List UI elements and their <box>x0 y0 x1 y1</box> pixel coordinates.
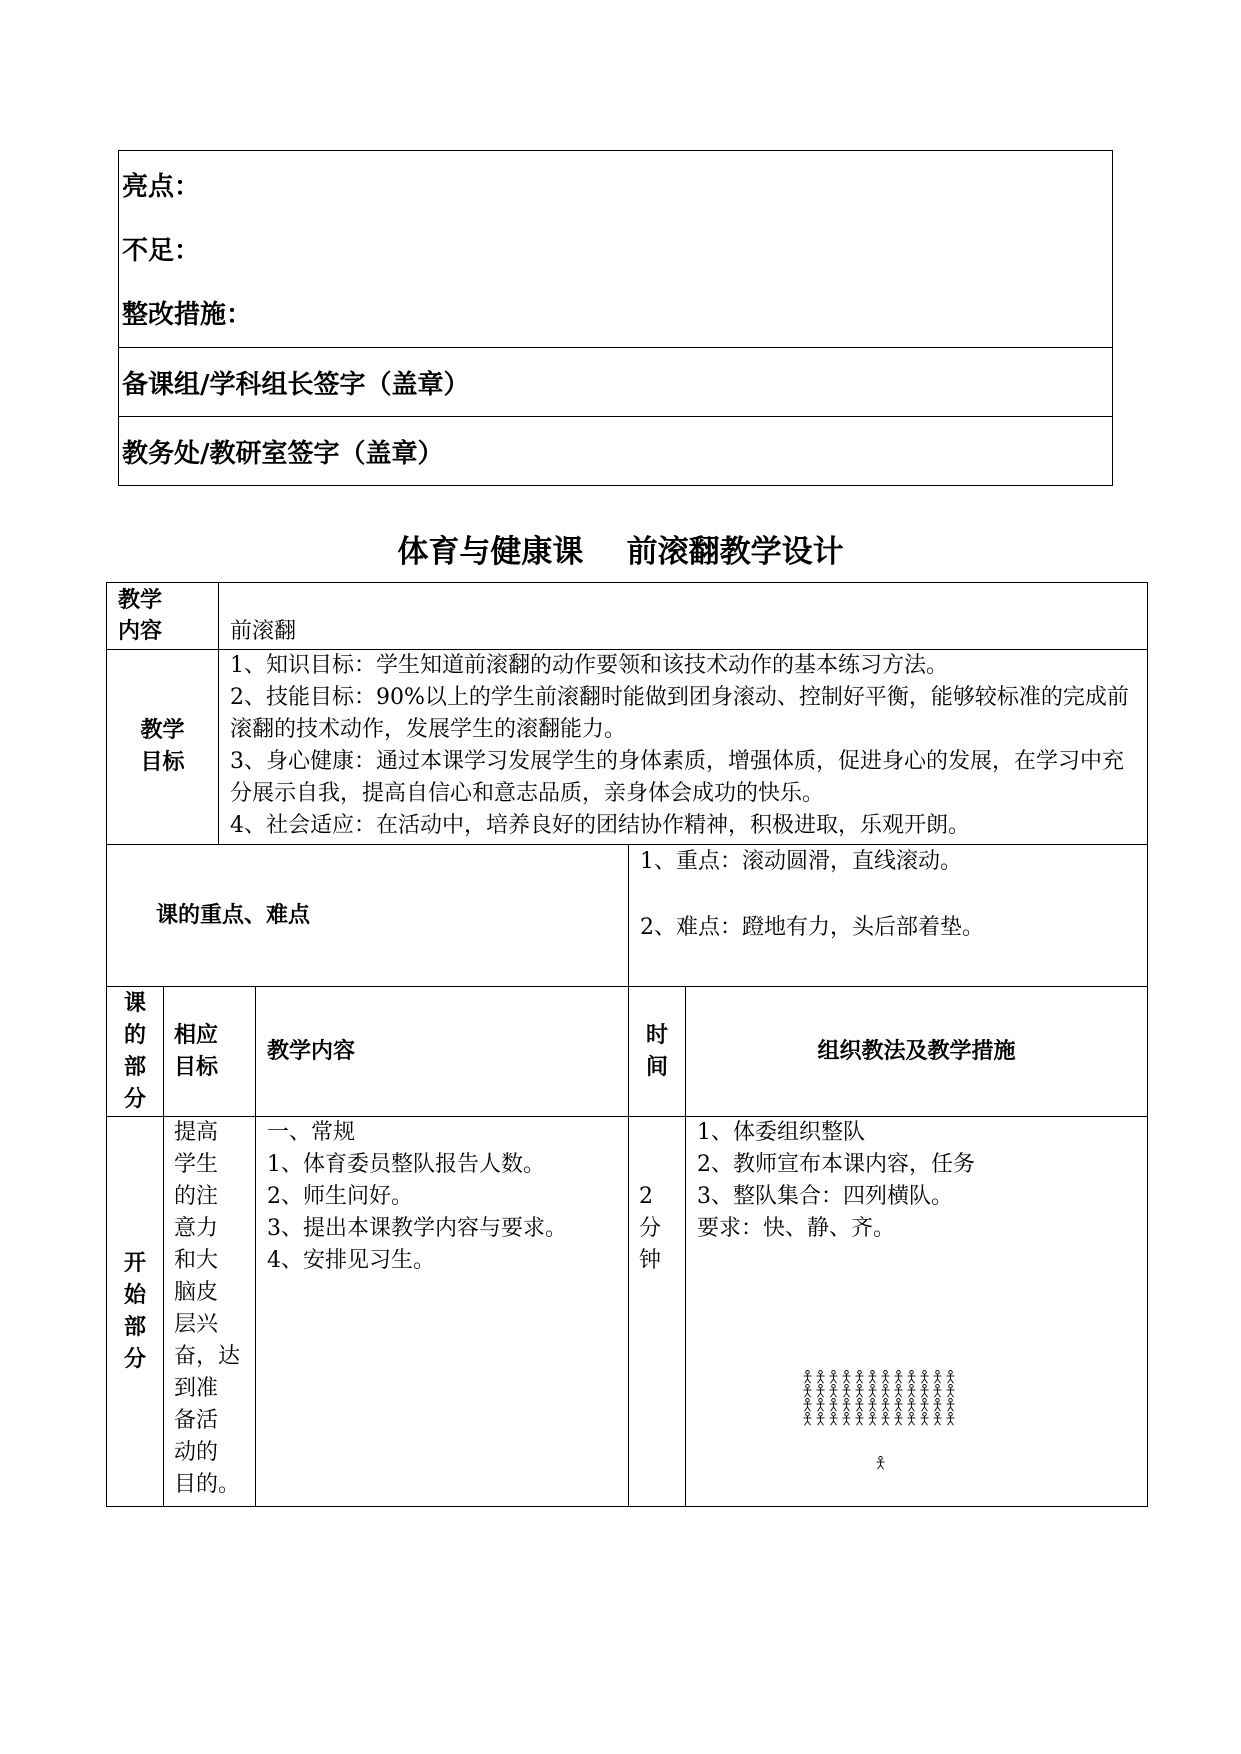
target-line: 学生 <box>174 1152 219 1177</box>
header-part-char: 课 <box>123 990 146 1016</box>
row-part-char: 始 <box>123 1282 146 1308</box>
row-target <box>164 1117 256 1507</box>
content-item: 4、安排见习生。 <box>267 1248 436 1273</box>
difficulty-point: 2、难点：蹬地有力，头后部着垫。 <box>640 915 985 940</box>
target-line: 到准 <box>174 1376 219 1401</box>
student-figure-icon <box>879 1404 892 1418</box>
student-figure-icon <box>905 1362 918 1376</box>
row-time <box>629 1117 686 1507</box>
goals-label <box>107 650 219 845</box>
header-time-char: 间 <box>646 1054 669 1080</box>
table-row <box>107 1117 1148 1507</box>
content-label <box>107 583 219 650</box>
student-figure-icon <box>879 1362 892 1376</box>
method-item: 1、体委组织整队 <box>697 1120 866 1145</box>
row-content <box>256 1117 629 1507</box>
content-item: 一、常规 <box>267 1120 356 1145</box>
student-figure-icon <box>944 1362 957 1376</box>
student-figure-icon <box>905 1376 918 1390</box>
student-figure-icon <box>853 1390 866 1404</box>
rectification-label: 整改措施： <box>122 300 253 330</box>
office-sign-label: 教务处/教研室签字（盖章） <box>119 417 1113 486</box>
student-figure-icon <box>814 1404 827 1418</box>
student-figure-icon <box>905 1404 918 1418</box>
header-time <box>629 987 686 1117</box>
student-figure-icon <box>866 1362 879 1376</box>
student-figure-icon <box>918 1390 931 1404</box>
target-line: 提高 <box>174 1120 219 1145</box>
goal-item: 3、身心健康：通过本课学习发展学生的身体素质，增强体质，促进身心的发展，在学习中充分展示自我，提高自信心和意志品质，亲身体会成功的快乐。 <box>230 749 1125 806</box>
student-figure-icon <box>892 1404 905 1418</box>
student-figure-icon <box>879 1376 892 1390</box>
student-figure-icon <box>905 1390 918 1404</box>
target-line: 和大 <box>174 1248 219 1273</box>
goal-item: 2、技能目标：90%以上的学生前滚翻时能做到团身滚动、控制好平衡，能够较标准的完成前滚翻的技术动作，发展学生的滚翻能力。 <box>230 685 1129 742</box>
student-figure-icon <box>853 1376 866 1390</box>
target-line: 脑皮 <box>174 1280 219 1305</box>
header-part <box>107 987 164 1117</box>
student-figure-icon <box>840 1362 853 1376</box>
target-line: 动的 <box>174 1440 219 1465</box>
row-part-char: 分 <box>123 1346 146 1372</box>
key-point: 1、重点：滚动圆滑，直线滚动。 <box>640 849 963 874</box>
goals-label-line: 目标 <box>140 750 185 775</box>
row-part-char: 开 <box>123 1250 146 1276</box>
row-method <box>686 1117 1148 1507</box>
target-line: 层兴 <box>174 1312 219 1337</box>
student-figure-icon <box>918 1376 931 1390</box>
content-value: 前滚翻 <box>219 583 1148 650</box>
key-points-label: 课的重点、难点 <box>107 845 629 987</box>
student-figure-icon <box>801 1376 814 1390</box>
student-figure-icon <box>801 1362 814 1376</box>
student-figure-icon <box>827 1376 840 1390</box>
student-figure-icon <box>918 1404 931 1418</box>
header-target-line: 目标 <box>174 1054 219 1080</box>
content-item: 3、提出本课教学内容与要求。 <box>267 1216 568 1241</box>
target-line: 意力 <box>174 1216 219 1241</box>
student-figure-icon <box>814 1376 827 1390</box>
highlights-label: 亮点： <box>122 172 201 202</box>
student-figure-icon <box>814 1362 827 1376</box>
content-item: 2、师生问好。 <box>267 1184 414 1209</box>
student-figure-icon <box>840 1390 853 1404</box>
header-target <box>164 987 256 1117</box>
student-figure-icon <box>853 1404 866 1418</box>
student-figure-icon <box>814 1390 827 1404</box>
student-figure-icon <box>931 1390 944 1404</box>
student-figure-icon <box>931 1404 944 1418</box>
row-part <box>107 1117 164 1507</box>
student-figure-icon <box>840 1404 853 1418</box>
student-figure-icon <box>801 1404 814 1418</box>
student-figure-icon <box>918 1362 931 1376</box>
review-table <box>118 150 1113 486</box>
key-points-cell <box>629 845 1148 987</box>
time-char: 钟 <box>639 1248 662 1273</box>
goals-label-line: 教学 <box>140 718 185 743</box>
header-part-char: 部 <box>123 1054 146 1080</box>
goals-list <box>219 650 1148 845</box>
time-char: 分 <box>639 1216 662 1241</box>
target-line: 的注 <box>174 1184 219 1209</box>
target-line: 备活 <box>174 1408 219 1433</box>
method-item: 2、教师宣布本课内容，任务 <box>697 1152 976 1177</box>
goal-item: 1、知识目标：学生知道前滚翻的动作要领和该技术动作的基本练习方法。 <box>230 653 949 678</box>
group-sign-label: 备课组/学科组长签字（盖章） <box>119 348 1113 417</box>
student-figure-icon <box>827 1390 840 1404</box>
shortcomings-label: 不足： <box>122 236 201 266</box>
lesson-plan-table <box>106 582 1148 1507</box>
teacher-figure <box>874 1449 887 1465</box>
review-notes-cell <box>119 151 1113 348</box>
header-time-char: 时 <box>646 1022 669 1048</box>
student-figure-icon <box>853 1362 866 1376</box>
student-figure-icon <box>931 1362 944 1376</box>
student-figure-icon <box>892 1362 905 1376</box>
target-line: 奋，达 <box>174 1344 241 1369</box>
student-figure-icon <box>892 1390 905 1404</box>
student-figure-icon <box>944 1404 957 1418</box>
student-figure-icon <box>840 1376 853 1390</box>
target-line: 目的。 <box>174 1472 241 1497</box>
student-figure-icon <box>892 1376 905 1390</box>
student-figure-icon <box>801 1390 814 1404</box>
content-label-line: 教学 <box>118 588 163 613</box>
method-item: 3、整队集合：四列横队。 <box>697 1184 954 1209</box>
content-label-line: 内容 <box>118 619 163 644</box>
student-figure-icon <box>866 1404 879 1418</box>
header-part-char: 分 <box>123 1086 146 1112</box>
goal-item: 4、社会适应：在活动中，培养良好的团结协作精神，积极进取，乐观开朗。 <box>230 813 971 838</box>
student-formation-diagram <box>801 1362 957 1418</box>
student-figure-icon <box>931 1376 944 1390</box>
student-figure-icon <box>827 1362 840 1376</box>
student-figure-icon <box>866 1376 879 1390</box>
time-char: 2 <box>639 1184 654 1209</box>
header-part-char: 的 <box>123 1022 146 1048</box>
content-item: 1、体育委员整队报告人数。 <box>267 1152 546 1177</box>
student-figure-icon <box>866 1390 879 1404</box>
student-figure-icon <box>944 1390 957 1404</box>
student-figure-icon <box>879 1390 892 1404</box>
student-figure-icon <box>944 1376 957 1390</box>
header-content: 教学内容 <box>256 987 629 1117</box>
row-part-char: 部 <box>123 1314 146 1340</box>
header-method: 组织教法及教学措施 <box>686 987 1148 1117</box>
student-figure-icon <box>827 1404 840 1418</box>
header-target-line: 相应 <box>174 1022 219 1048</box>
method-item: 要求：快、静、齐。 <box>697 1216 896 1241</box>
document-title: 体育与健康课 前滚翻教学设计 <box>397 534 844 570</box>
